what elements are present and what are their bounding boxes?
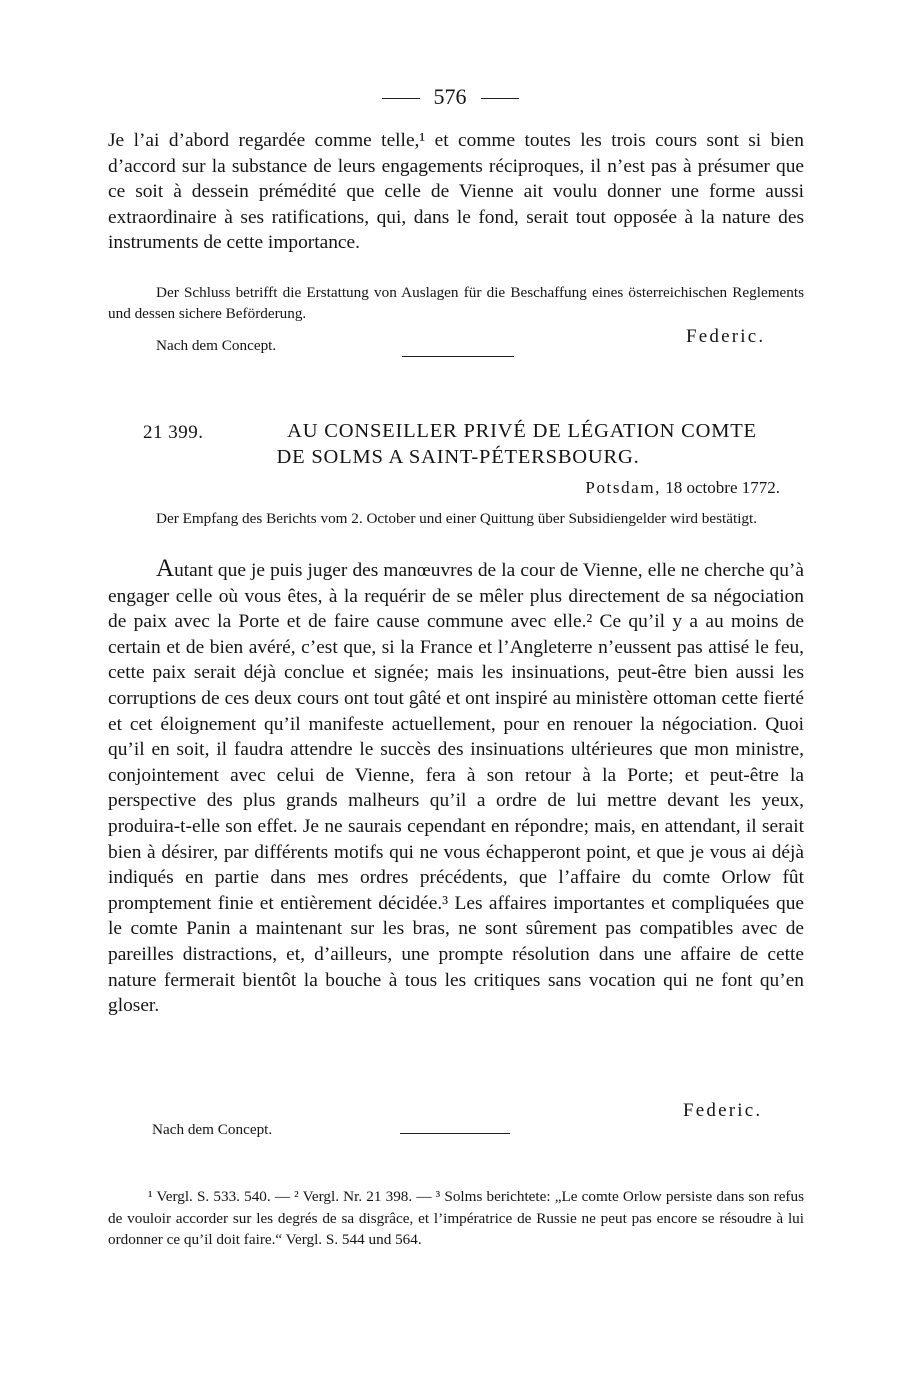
page-number-dash-right	[481, 98, 519, 99]
letter-end-rule	[400, 1133, 510, 1134]
letter-initial: A	[156, 555, 175, 582]
letter-number: 21 399.	[143, 422, 204, 443]
letter-place: Potsdam,	[585, 478, 662, 497]
footnotes: ¹ Vergl. S. 533. 540. — ² Vergl. Nr. 21 398. — ³ Solms berichtete: „Le comte Orlow persiste dans son refus de vouloir accorder sur les degrés de sa disgrâce, et l’impératrice de Russie ne peut pas encore se résoudre à lui ordonner ce qu’il doit faire.“ Vergl. S. 544 und 564.	[108, 1188, 804, 1248]
letter-date: 18 octobre 1772.	[665, 478, 780, 497]
letter-signature: Federic.	[683, 1100, 763, 1121]
continuation-source-note: Nach dem Concept.	[156, 337, 277, 354]
continuation-end-rule	[402, 356, 514, 357]
letter-heading-line2: DE SOLMS A SAINT-PÉTERSBOURG.	[276, 446, 640, 468]
letter-source-note: Nach dem Concept.	[152, 1121, 273, 1138]
continuation-paragraph: Je l’ai d’abord regardée comme telle,¹ et comme toutes les trois cours sont si bien d’accord sur la substance de leurs engagements réciproques, il n’est pas à présumer que ce soit à dessein prémédité que celle de Vienne ait voulu donner une forme aussi extraordinaire à ses ratifications, qui, dans le fond, serait tout opposée à la nature des instruments de cette importance.	[108, 130, 804, 254]
continuation-summary: Der Schluss betrifft die Erstattung von Auslagen für die Beschaffung eines österreichischen Reglements und dessen sichere Beförderung.	[108, 284, 804, 322]
continuation-signature: Federic.	[686, 326, 766, 347]
page-number: 576	[0, 84, 900, 110]
page-number-dash-left	[382, 98, 420, 99]
letter-summary: Der Empfang des Berichts vom 2. October und einer Quittung über Subsidiengelder wird bestätigt.	[156, 510, 758, 527]
letter-body	[108, 556, 804, 1019]
letter-place-date	[585, 478, 780, 498]
letter-heading-line1: AU CONSEILLER PRIVÉ DE LÉGATION COMTE	[287, 420, 757, 442]
letter-body-text: utant que je puis juger des manœuvres de la cour de Vienne, elle ne cherche qu’à engager celle où vous êtes, à la requérir de se mêler plus directement de sa négociation de paix avec la Porte et de faire cause commune avec elle.² Ce qu’il y a au moins de certain et de bien avéré, c’est que, si la France et l’Angleterre n’eussent pas attisé le feu, cette paix serait déjà conclue et signée; mais les insinuations, peut-être bien aussi les corruptions de ces deux cours ont tout gâté et ont inspiré au ministère ottoman cette fierté et cet éloignement qu’il manifeste actuellement, pour en renouer la négociation. Quoi qu’il en soit, il faudra attendre le succès des insinuations ultérieures que mon ministre, conjointement avec celui de Vienne, fera à son retour à la Porte; et peut-être la perspective des plus grands malheurs qu’il a ordre de lui mettre devant les yeux, produira-t-elle son effet. Je ne saurais cependant en répondre; mais, en attendant, il serait bien à désirer, par différents motifs qui ne vous échapperont point, et que je vous ai déjà indiqués en partie dans mes ordres précédents, que l’affaire du comte Orlow fût promptement finie et entièrement décidée.³ Les affaires importantes et compliquées que le comte Panin a maintenant sur les bras, ne sont sûrement pas compatibles avec de pareilles distractions, et, d’ailleurs, une prompte résolution dans une affaire de cette nature fermerait bientôt la bouche à tous les critiques sans vocation qui ne font qu’en gloser.	[108, 560, 804, 1017]
